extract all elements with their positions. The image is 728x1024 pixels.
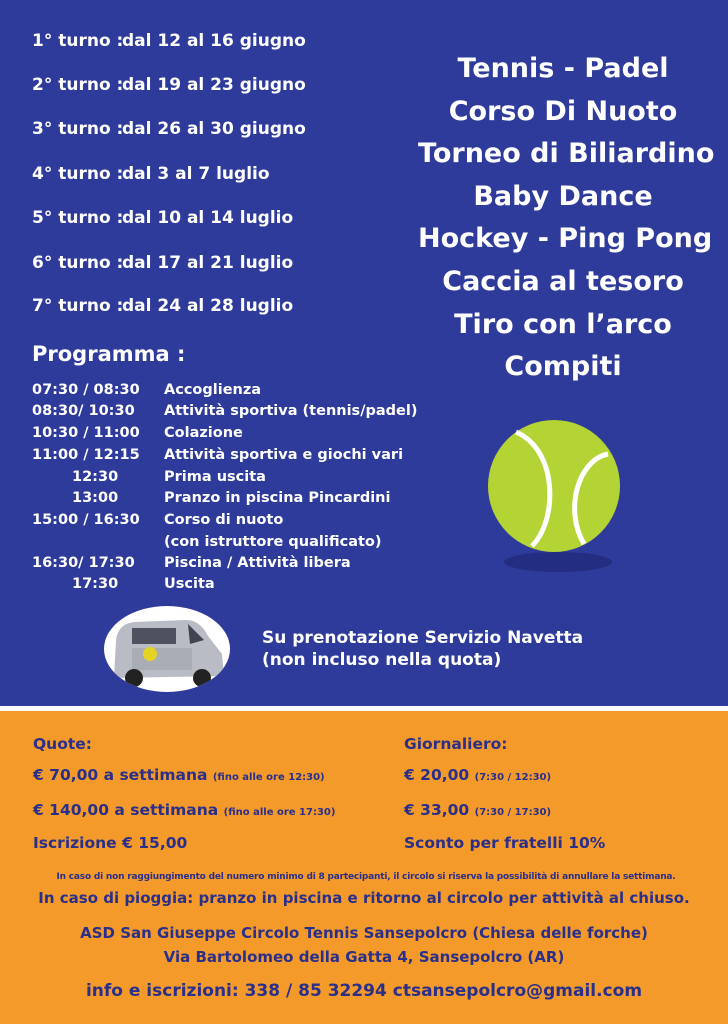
schedule-time: 07:30 / 08:30 — [32, 382, 140, 398]
turno-label: 2° turno : — [32, 75, 124, 95]
turno-label: 7° turno : — [32, 296, 124, 316]
tennis-ball-icon — [488, 420, 620, 576]
org-address: Via Bartolomeo della Gatta 4, Sansepolcro (AR) — [163, 948, 565, 966]
shuttle-line1: Su prenotazione Servizio Navetta — [262, 628, 584, 648]
giornaliero-day2-price: € 33,00 — [404, 801, 470, 819]
schedule-activity: Colazione — [164, 425, 243, 441]
shuttle-van-image — [104, 606, 230, 692]
schedule-time: 12:30 — [72, 469, 119, 485]
turno-row — [32, 164, 270, 184]
schedule-row — [32, 425, 243, 441]
turno-row — [32, 208, 293, 228]
schedule-row — [32, 555, 351, 571]
quote-week2 — [33, 801, 335, 819]
schedule-row — [32, 576, 215, 592]
schedule-time: 15:00 / 16:30 — [32, 512, 140, 528]
turno-row — [32, 119, 306, 139]
turno-date: dal 10 al 14 luglio — [122, 208, 294, 228]
turno-date: dal 26 al 30 giugno — [122, 119, 306, 139]
giornaliero-day2-note: (7:30 / 17:30) — [474, 807, 552, 818]
schedule-activity: Corso di nuoto — [164, 512, 284, 528]
turno-label: 3° turno : — [32, 119, 124, 139]
quote-iscrizione: Iscrizione € 15,00 — [33, 834, 188, 852]
activity-item: Hockey - Ping Pong — [418, 223, 713, 255]
activity-item: Tiro con l’arco — [454, 308, 672, 340]
turno-label: 5° turno : — [32, 208, 124, 228]
schedule-activity: Attività sportiva e giochi vari — [164, 447, 404, 463]
schedule-row — [32, 534, 382, 550]
activity-item: Caccia al tesoro — [442, 265, 684, 297]
note-minimo: In caso di non raggiungimento del numero minimo di 8 partecipanti, il circolo si riserva la possibilità di annullare la settimana. — [56, 872, 676, 882]
activity-item: Compiti — [504, 351, 622, 383]
turno-row — [32, 31, 306, 51]
schedule-row — [32, 469, 266, 485]
turno-label: 6° turno : — [32, 253, 124, 273]
turno-date: dal 3 al 7 luglio — [122, 164, 270, 184]
schedule-time: 16:30/ 17:30 — [32, 555, 135, 571]
turno-date: dal 17 al 21 luglio — [122, 253, 294, 273]
sconto-fratelli: Sconto per fratelli 10% — [404, 834, 606, 852]
giornaliero-title: Giornaliero: — [404, 735, 508, 753]
giornaliero-day1 — [404, 766, 551, 784]
quote-week1 — [33, 766, 325, 784]
note-pioggia: In caso di pioggia: pranzo in piscina e ritorno al circolo per attività al chiuso. — [38, 889, 690, 907]
schedule-activity: (con istruttore qualificato) — [164, 534, 382, 550]
turno-date: dal 24 al 28 luglio — [122, 296, 294, 316]
activities-list — [418, 48, 715, 389]
schedule-activity: Prima uscita — [164, 469, 266, 485]
activity-item: Baby Dance — [473, 180, 653, 212]
schedule-time: 10:30 / 11:00 — [32, 425, 140, 441]
turno-label: 4° turno : — [32, 164, 124, 184]
turno-row — [32, 253, 293, 273]
quote-week1-price: € 70,00 a settimana — [33, 766, 208, 784]
activity-item: Torneo di Biliardino — [418, 138, 715, 170]
schedule-time: 11:00 / 12:15 — [32, 447, 140, 463]
activity-item: Tennis - Padel — [457, 53, 669, 84]
giornaliero-day1-price: € 20,00 — [404, 766, 470, 784]
schedule-activity: Pranzo in piscina Pincardini — [164, 490, 391, 506]
turno-row — [32, 75, 306, 95]
schedule-time: 17:30 — [72, 576, 119, 592]
turno-row — [32, 296, 293, 316]
shuttle-line2: (non incluso nella quota) — [262, 650, 502, 670]
schedule-time: 08:30/ 10:30 — [32, 403, 135, 419]
bottom-panel — [0, 711, 728, 1024]
quote-week2-note: (fino alle ore 17:30) — [223, 807, 336, 818]
schedule-row — [32, 403, 417, 419]
shuttle-info — [262, 627, 583, 671]
quote-week2-price: € 140,00 a settimana — [33, 801, 219, 819]
schedule-activity: Piscina / Attività libera — [164, 555, 351, 571]
schedule-activity: Attività sportiva (tennis/padel) — [164, 403, 418, 419]
turno-date: dal 12 al 16 giugno — [122, 31, 306, 51]
quote-title: Quote: — [33, 735, 92, 753]
schedule-activity: Uscita — [164, 576, 215, 592]
info-contacts: info e iscrizioni: 338 / 85 32294 ctsansepolcro@gmail.com — [85, 981, 643, 1001]
schedule-row — [32, 447, 403, 463]
schedule-time: 13:00 — [72, 490, 119, 506]
giornaliero-day1-note: (7:30 / 12:30) — [474, 772, 552, 783]
turno-date: dal 19 al 23 giugno — [122, 75, 306, 95]
programma-title: Programma : — [32, 342, 186, 366]
schedule-row — [32, 512, 283, 528]
turno-label: 1° turno : — [32, 31, 124, 51]
schedule-activity: Accoglienza — [164, 382, 262, 398]
schedule-row — [32, 382, 261, 398]
org-name: ASD San Giuseppe Circolo Tennis Sansepolcro (Chiesa delle forche) — [80, 924, 648, 942]
giornaliero-day2 — [404, 801, 551, 819]
activity-item: Corso Di Nuoto — [448, 95, 678, 127]
schedule-row — [32, 490, 390, 506]
quote-week1-note: (fino alle ore 12:30) — [212, 772, 325, 783]
